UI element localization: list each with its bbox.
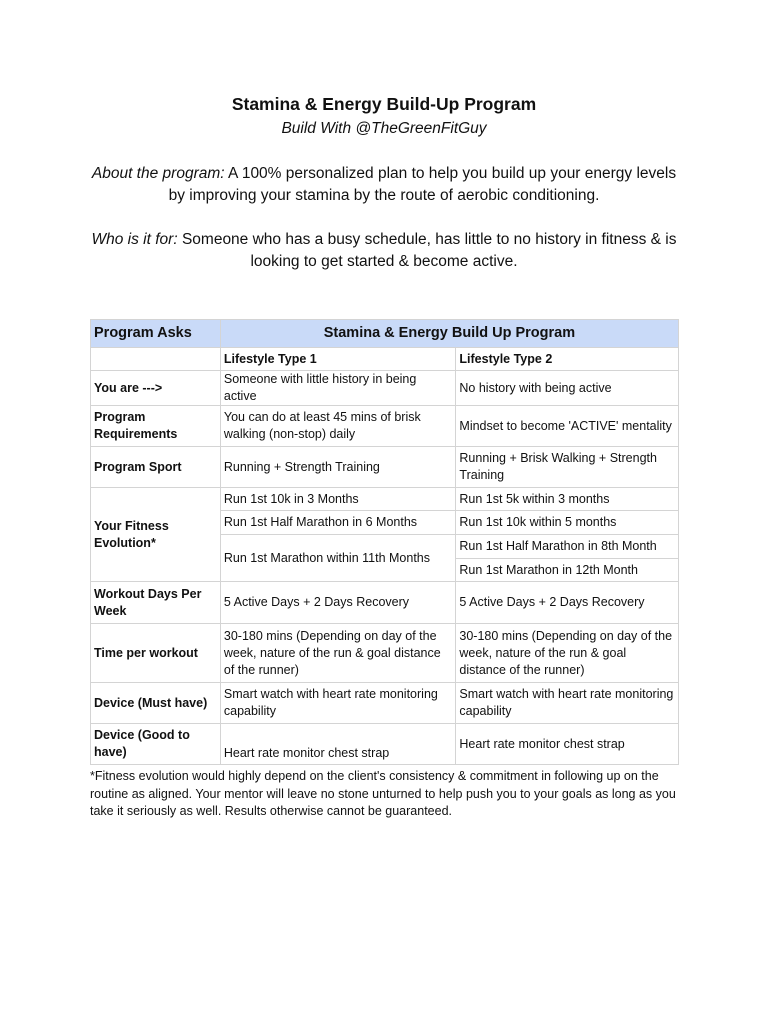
who-label: Who is it for: [91, 231, 178, 248]
cell-workout-days-type2: 5 Active Days + 2 Days Recovery [456, 582, 679, 624]
cell-time-type1: 30-180 mins (Depending on day of the week, nature of the run & goal distance of the runner) [220, 624, 456, 683]
row-label-you-are: You are ---> [91, 371, 221, 406]
table-header-row [91, 320, 679, 348]
cell-workout-days-type1: 5 Active Days + 2 Days Recovery [220, 582, 456, 624]
footnote: *Fitness evolution would highly depend on the client's consistency & commitment in following up on the routine as aligned. Your mentor will leave no stone unturned to help push you to your goals as long as you take it seriously as well. Results otherwise cannot be guaranteed. [90, 769, 676, 818]
cell-evolution-type2-4: Run 1st Marathon in 12th Month [456, 559, 679, 582]
cell-device-must-type2: Smart watch with heart rate monitoring capability [456, 683, 679, 724]
cell-evolution-type2-3: Run 1st Half Marathon in 8th Month [456, 535, 679, 559]
cell-requirements-type2: Mindset to become 'ACTIVE' mentality [456, 406, 679, 447]
cell-you-are-type1: Someone with little history in being active [220, 371, 456, 406]
about-text: A 100% personalized plan to help you build up your energy levels by improving your stamina by the route of aerobic conditioning. [168, 165, 677, 204]
subheader-type1: Lifestyle Type 1 [220, 348, 456, 371]
row-label-evolution: Your Fitness Evolution* [91, 488, 221, 582]
row-label-sport: Program Sport [91, 447, 221, 488]
header-program-asks: Program Asks [91, 320, 221, 348]
cell-sport-type1: Running + Strength Training [220, 447, 456, 488]
about-paragraph [84, 163, 684, 207]
cell-sport-type2: Running + Brisk Walking + Strength Training [456, 447, 679, 488]
cell-requirements-type1: You can do at least 45 mins of brisk walking (non-stop) daily [220, 406, 456, 447]
program-table [90, 319, 679, 765]
table-row [91, 447, 679, 488]
table-subheader-row [91, 348, 679, 371]
row-label-device-good: Device (Good to have) [91, 724, 221, 765]
subheader-empty-cell [91, 348, 221, 371]
who-text: Someone who has a busy schedule, has little to no history in fitness & is looking to get started & become active. [177, 231, 677, 270]
table-row [91, 371, 679, 406]
cell-evolution-type2-1: Run 1st 5k within 3 months [456, 488, 679, 511]
cell-device-must-type1: Smart watch with heart rate monitoring capability [220, 683, 456, 724]
table-row [91, 488, 679, 511]
row-label-device-must: Device (Must have) [91, 683, 221, 724]
document-subtitle: Build With @TheGreenFitGuy [281, 120, 487, 137]
cell-device-good-type2: Heart rate monitor chest strap [456, 724, 679, 765]
cell-evolution-type1-2: Run 1st Half Marathon in 6 Months [220, 511, 456, 535]
row-label-requirements: Program Requirements [91, 406, 221, 447]
cell-evolution-type1-3: Run 1st Marathon within 11th Months [220, 535, 456, 582]
about-label: About the program: [91, 165, 225, 182]
table-row [91, 406, 679, 447]
row-label-workout-days: Workout Days Per Week [91, 582, 221, 624]
cell-device-good-type1: Heart rate monitor chest strap [220, 724, 456, 765]
who-paragraph [84, 229, 684, 273]
table-row [91, 582, 679, 624]
document-title: Stamina & Energy Build-Up Program [231, 94, 537, 114]
header-program-name: Stamina & Energy Build Up Program [220, 320, 678, 348]
table-row [91, 683, 679, 724]
table-row [91, 624, 679, 683]
cell-evolution-type2-2: Run 1st 10k within 5 months [456, 511, 679, 535]
subheader-type2: Lifestyle Type 2 [456, 348, 679, 371]
cell-evolution-type1-1: Run 1st 10k in 3 Months [220, 488, 456, 511]
cell-time-type2: 30-180 mins (Depending on day of the week, nature of the run & goal distance of the runner) [456, 624, 679, 683]
row-label-time: Time per workout [91, 624, 221, 683]
cell-you-are-type2: No history with being active [456, 371, 679, 406]
table-row [91, 724, 679, 765]
